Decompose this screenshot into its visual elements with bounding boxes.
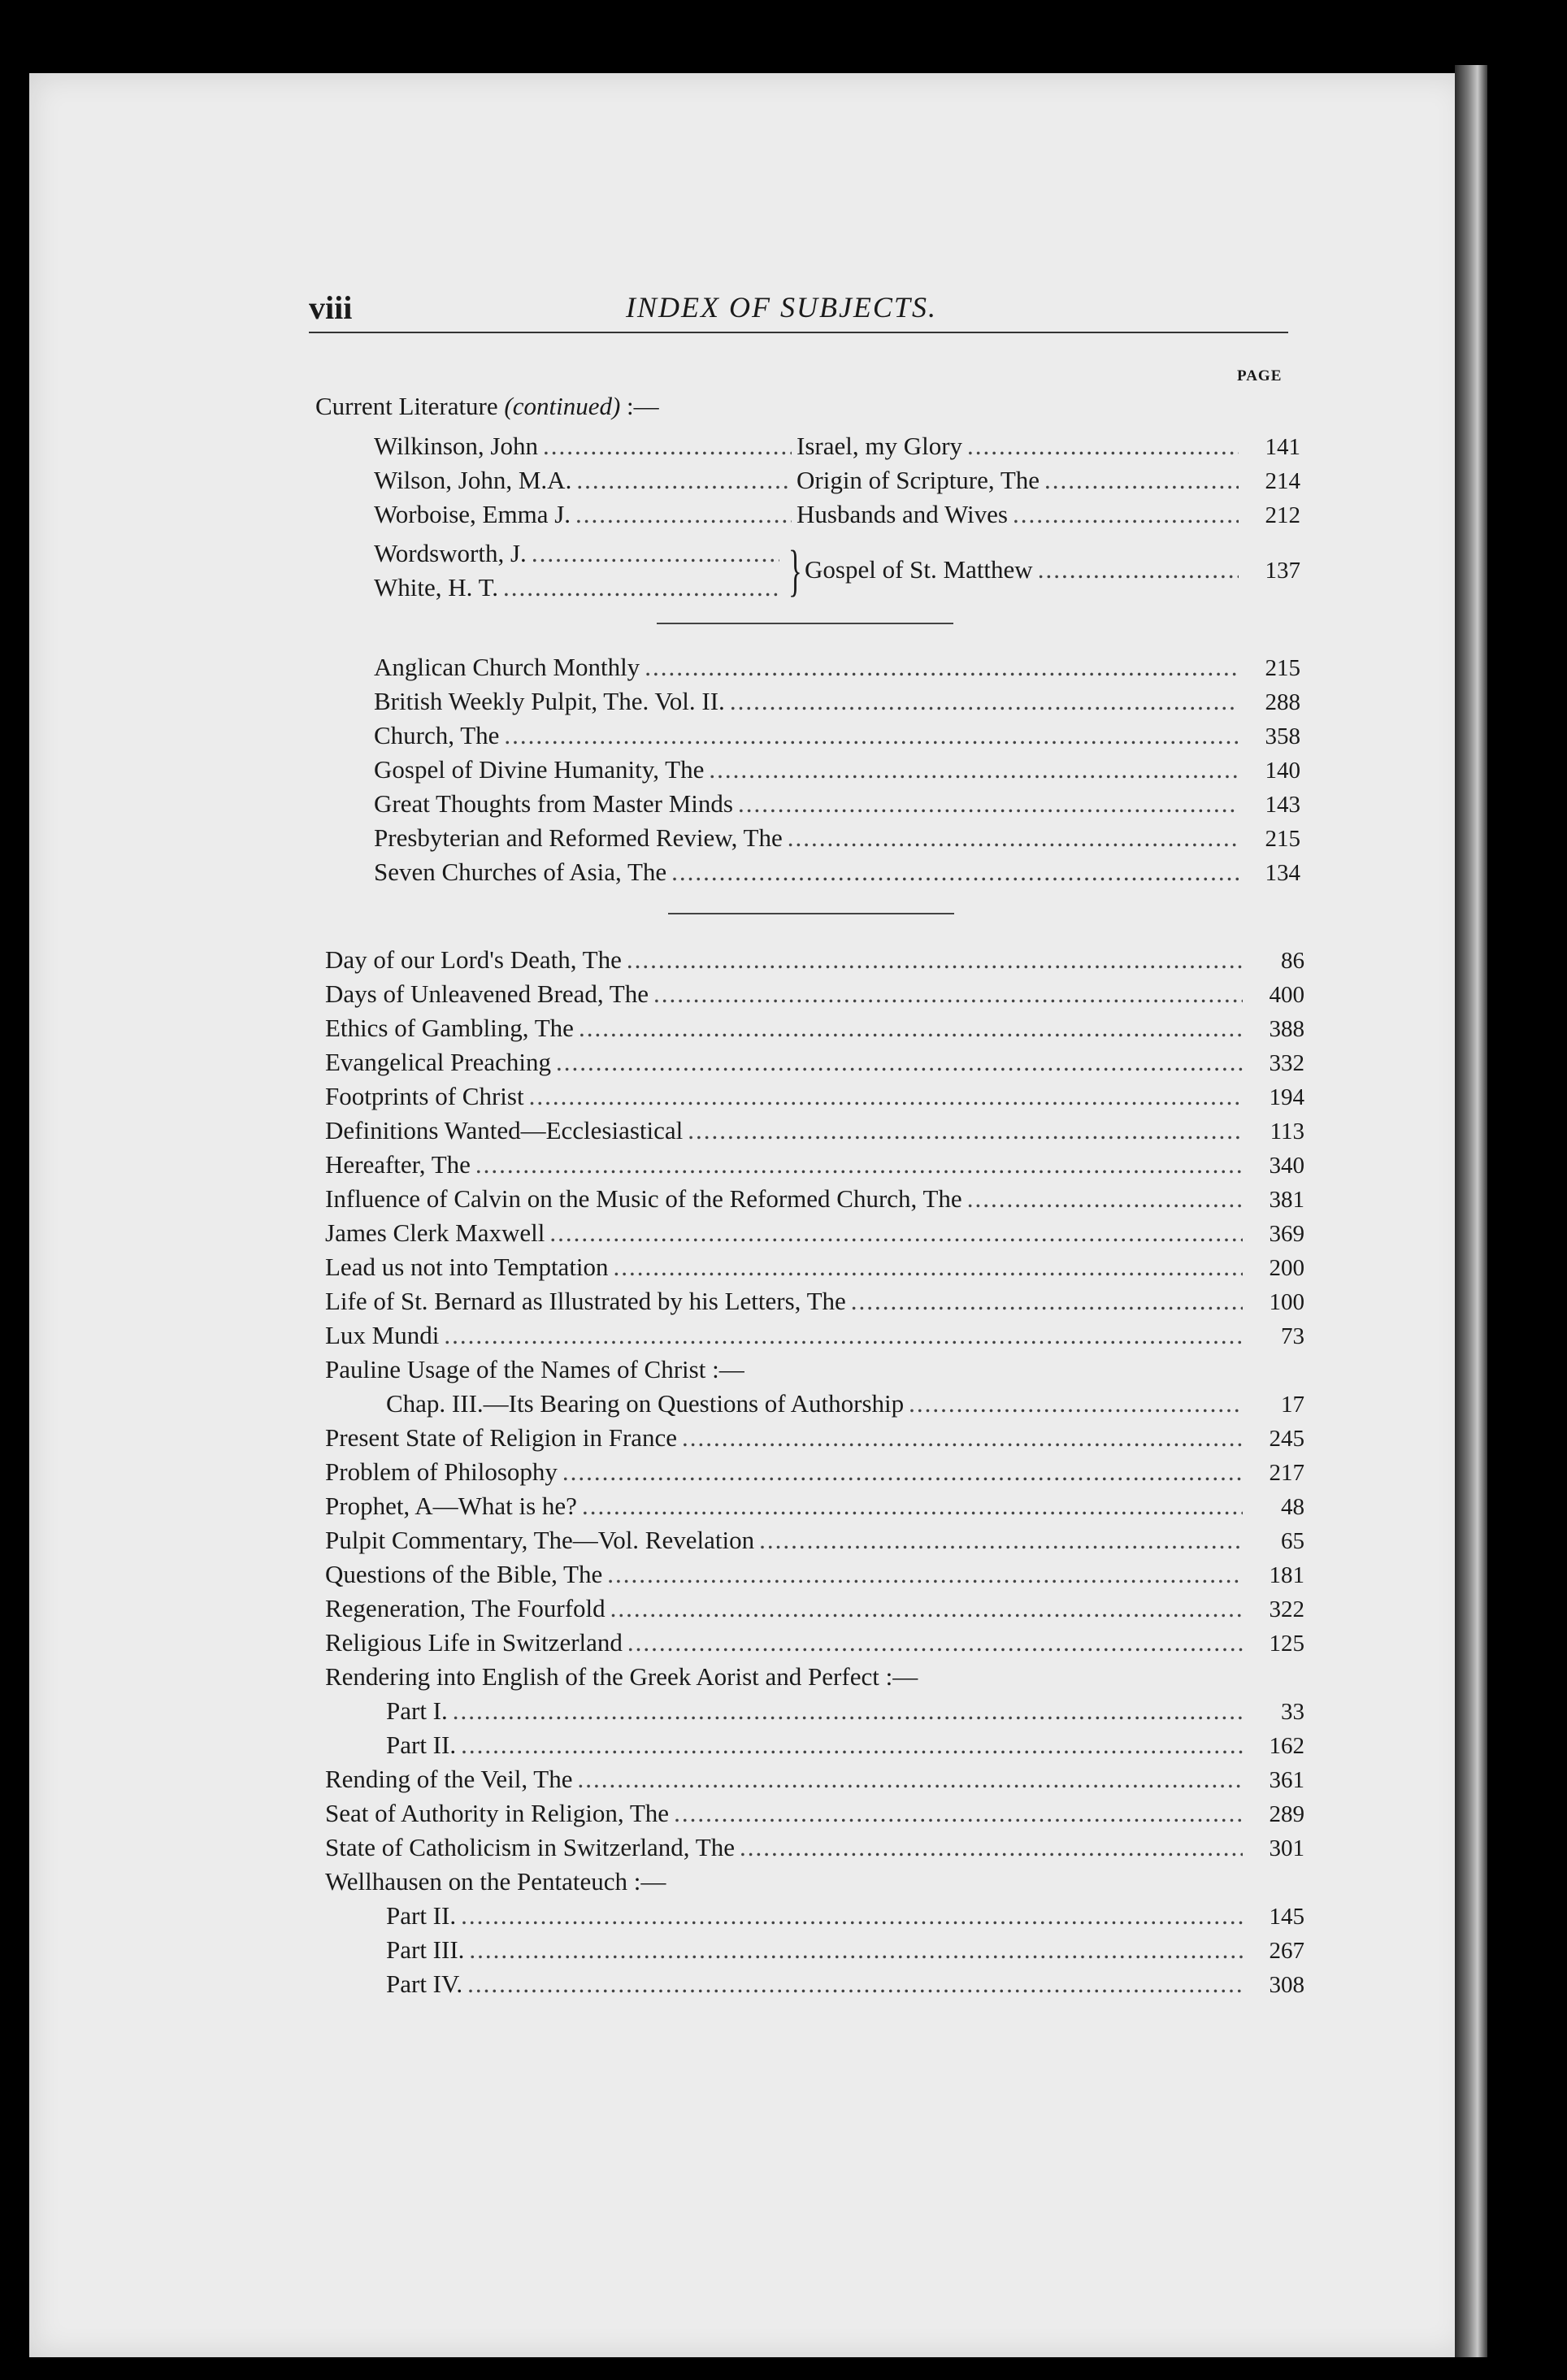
leader-dots (556, 1045, 1243, 1079)
entry-title: Wellhausen on the Pentateuch :— (325, 1867, 666, 1896)
section-heading-suffix: (continued) (504, 392, 621, 420)
leader-dots (469, 1933, 1243, 1967)
entry-title: Day of our Lord's Death, The (325, 945, 622, 974)
entry-title: Influence of Calvin on the Music of the Reformed Church, The (325, 1184, 962, 1213)
entry-title: Hereafter, The (325, 1150, 471, 1179)
index-entry (325, 1865, 1304, 1899)
leader-dots (967, 1182, 1243, 1216)
page-edge (1455, 65, 1487, 2357)
entry-title: Problem of Philosophy (325, 1457, 558, 1486)
leader-dots (614, 1250, 1243, 1284)
entry-page: 162 (1269, 1733, 1304, 1759)
entry-title: Evangelical Preaching (325, 1048, 552, 1076)
magazine-list (374, 650, 1300, 889)
review-entry (374, 429, 1300, 463)
leader-dots (610, 1592, 1243, 1626)
joint-author-1-row (374, 536, 784, 571)
entry-page: 181 (1269, 1562, 1304, 1588)
magazine-entry (374, 821, 1300, 855)
review-author-cell (374, 463, 797, 497)
entry-title: Footprints of Christ (325, 1082, 524, 1110)
magazine-entry (374, 650, 1300, 684)
entry-page: 301 (1269, 1835, 1304, 1861)
entry-title: Rendering into English of the Greek Aorist and Perfect :— (325, 1662, 918, 1691)
leader-dots (453, 1694, 1243, 1728)
leader-dots (759, 1523, 1243, 1557)
leader-dots (576, 463, 792, 497)
section-heading-text: Current Literature (315, 392, 498, 420)
entry-title: Part II. (386, 1731, 457, 1759)
review-title: Origin of Scripture, The (797, 466, 1040, 494)
index-entry (325, 943, 1304, 977)
leader-dots (607, 1557, 1243, 1592)
entry-title: Days of Unleavened Bread, The (325, 979, 649, 1008)
index-entry (325, 1455, 1304, 1489)
leader-dots (740, 1831, 1243, 1865)
index-entry (325, 1489, 1304, 1523)
leader-dots (444, 1318, 1243, 1353)
entry-page: 65 (1281, 1528, 1304, 1554)
entry-title: Part IV. (386, 1970, 463, 1998)
entry-title: Rending of the Veil, The (325, 1765, 573, 1793)
entry-page: 267 (1269, 1938, 1304, 1964)
entry-title: Pauline Usage of the Names of Christ :— (325, 1355, 744, 1383)
page-column-label: PAGE (1237, 367, 1283, 384)
subject-list (325, 943, 1304, 2001)
index-entry (325, 1079, 1304, 1114)
index-entry (325, 1045, 1304, 1079)
leader-dots (671, 855, 1239, 889)
entry-title: State of Catholicism in Switzerland, The (325, 1833, 735, 1861)
review-list (374, 429, 1300, 532)
leader-dots (532, 536, 779, 571)
index-entry (325, 1353, 1304, 1387)
leader-dots (738, 787, 1239, 821)
leader-dots (1044, 463, 1239, 497)
entry-page: 113 (1270, 1118, 1304, 1144)
section-heading-tail: :— (627, 392, 659, 420)
entry-page: 194 (1269, 1084, 1304, 1110)
entry-page: 17 (1281, 1392, 1304, 1418)
entry-page: 358 (1265, 723, 1300, 749)
leader-dots (578, 1762, 1243, 1796)
page-header (309, 289, 1284, 329)
leader-dots (504, 719, 1239, 753)
entry-page: 134 (1265, 860, 1300, 886)
brace-glyph: } (788, 540, 802, 602)
entry-title: James Clerk Maxwell (325, 1218, 545, 1247)
entry-title: British Weekly Pulpit, The. Vol. II. (374, 687, 725, 715)
leader-dots (1013, 497, 1239, 532)
joint-review-title-row (805, 553, 1300, 587)
index-entry (325, 1796, 1304, 1831)
entry-title: Seven Churches of Asia, The (374, 858, 667, 886)
entry-page: 143 (1265, 792, 1300, 818)
index-entry (325, 1216, 1304, 1250)
index-entry (325, 1523, 1304, 1557)
entry-title: Lux Mundi (325, 1321, 440, 1349)
entry-page: 217 (1269, 1460, 1304, 1486)
entry-title: Part I. (386, 1696, 448, 1725)
magazine-entry (374, 719, 1300, 753)
entry-page: 388 (1269, 1016, 1304, 1042)
entry-page: 215 (1265, 826, 1300, 852)
entry-page: 200 (1269, 1255, 1304, 1281)
entry-title: Religious Life in Switzerland (325, 1628, 623, 1657)
leader-dots (674, 1796, 1243, 1831)
joint-review-title: Gospel of St. Matthew (805, 555, 1033, 584)
entry-page: 73 (1281, 1323, 1304, 1349)
leader-dots (1038, 553, 1239, 587)
index-entry (325, 1250, 1304, 1284)
entry-page: 145 (1269, 1904, 1304, 1930)
index-entry (325, 1831, 1304, 1865)
review-title: Husbands and Wives (797, 500, 1008, 528)
leader-dots (475, 1148, 1243, 1182)
index-entry (325, 1182, 1304, 1216)
entry-page: 322 (1269, 1596, 1304, 1622)
leader-dots (562, 1455, 1243, 1489)
review-page: 141 (1265, 434, 1300, 460)
joint-author-1: Wordsworth, J. (374, 539, 527, 567)
section-divider (668, 913, 954, 914)
entry-page: 332 (1269, 1050, 1304, 1076)
entry-page: 361 (1269, 1767, 1304, 1793)
section-divider (657, 623, 953, 624)
folio: viii (309, 289, 353, 326)
entry-title: Pulpit Commentary, The—Vol. Revelation (325, 1526, 755, 1554)
leader-dots (967, 429, 1239, 463)
joint-review (374, 536, 1300, 606)
index-subentry (325, 1899, 1304, 1933)
review-page: 212 (1265, 502, 1300, 528)
index-entry (325, 977, 1304, 1011)
magazine-entry (374, 855, 1300, 889)
entry-title: Gospel of Divine Humanity, The (374, 755, 705, 784)
magazine-entry (374, 684, 1300, 719)
review-author: Wilkinson, John (374, 432, 538, 460)
leader-dots (682, 1421, 1243, 1455)
leader-dots (653, 977, 1243, 1011)
index-subentry (325, 1694, 1304, 1728)
entry-title: Chap. III.—Its Bearing on Questions of Authorship (386, 1389, 905, 1418)
leader-dots (788, 821, 1239, 855)
review-author-cell (374, 497, 797, 532)
leader-dots (461, 1728, 1243, 1762)
index-entry (325, 1660, 1304, 1694)
section-heading (315, 392, 659, 421)
index-entry (325, 1011, 1304, 1045)
entry-page: 140 (1265, 758, 1300, 784)
entry-page: 86 (1281, 948, 1304, 974)
entry-title: Ethics of Gambling, The (325, 1014, 574, 1042)
entry-title: Present State of Religion in France (325, 1423, 678, 1452)
leader-dots (688, 1114, 1243, 1148)
review-author-cell (374, 429, 797, 463)
leader-dots (909, 1387, 1243, 1421)
entry-title: Church, The (374, 721, 500, 749)
entry-title: Anglican Church Monthly (374, 653, 640, 681)
index-subentry (325, 1387, 1304, 1421)
entry-page: 288 (1265, 689, 1300, 715)
review-entry (374, 463, 1300, 497)
entry-title: Life of St. Bernard as Illustrated by his Letters, The (325, 1287, 846, 1315)
magazine-entry (374, 753, 1300, 787)
magazine-entry (374, 787, 1300, 821)
index-entry (325, 1421, 1304, 1455)
review-title: Israel, my Glory (797, 432, 963, 460)
index-subentry (325, 1728, 1304, 1762)
entry-page: 289 (1269, 1801, 1304, 1827)
entry-page: 33 (1281, 1699, 1304, 1725)
leader-dots (645, 650, 1239, 684)
index-entry (325, 1284, 1304, 1318)
entry-title: Lead us not into Temptation (325, 1253, 609, 1281)
leader-dots (730, 684, 1239, 719)
leader-dots (627, 1626, 1243, 1660)
entry-title: Regeneration, The Fourfold (325, 1594, 606, 1622)
index-entry (325, 1762, 1304, 1796)
entry-title: Prophet, A—What is he? (325, 1492, 577, 1520)
leader-dots (579, 1011, 1243, 1045)
leader-dots (575, 497, 792, 532)
leader-dots (582, 1489, 1243, 1523)
index-entry (325, 1592, 1304, 1626)
entry-title: Definitions Wanted—Ecclesiastical (325, 1116, 684, 1144)
index-entry (325, 1318, 1304, 1353)
entry-page: 125 (1269, 1631, 1304, 1657)
entry-title: Part III. (386, 1935, 465, 1964)
leader-dots (529, 1079, 1243, 1114)
entry-page: 400 (1269, 982, 1304, 1008)
leader-dots (549, 1216, 1243, 1250)
review-entry (374, 497, 1300, 532)
entry-title: Great Thoughts from Master Minds (374, 789, 733, 818)
entry-title: Presbyterian and Reformed Review, The (374, 823, 783, 852)
entry-page: 369 (1269, 1221, 1304, 1247)
leader-dots (709, 753, 1239, 787)
leader-dots (627, 943, 1243, 977)
running-title: INDEX OF SUBJECTS. (626, 291, 937, 324)
entry-title: Part II. (386, 1901, 457, 1930)
entry-page: 100 (1269, 1289, 1304, 1315)
header-rule (309, 332, 1288, 333)
entry-title: Seat of Authority in Religion, The (325, 1799, 670, 1827)
joint-author-2: White, H. T. (374, 573, 498, 602)
joint-review-page: 137 (1265, 558, 1300, 584)
index-entry (325, 1148, 1304, 1182)
leader-dots (467, 1967, 1243, 2001)
review-page: 214 (1265, 468, 1300, 494)
index-entry (325, 1626, 1304, 1660)
entry-page: 215 (1265, 655, 1300, 681)
entry-page: 245 (1269, 1426, 1304, 1452)
review-author: Worboise, Emma J. (374, 500, 571, 528)
index-subentry (325, 1967, 1304, 2001)
leader-dots (461, 1899, 1243, 1933)
leader-dots (543, 429, 792, 463)
entry-page: 48 (1281, 1494, 1304, 1520)
entry-page: 308 (1269, 1972, 1304, 1998)
joint-author-2-row (374, 571, 784, 605)
leader-dots (851, 1284, 1243, 1318)
index-entry (325, 1557, 1304, 1592)
leader-dots (503, 571, 779, 605)
entry-page: 381 (1269, 1187, 1304, 1213)
entry-title: Questions of the Bible, The (325, 1560, 603, 1588)
entry-page: 340 (1269, 1153, 1304, 1179)
review-author: Wilson, John, M.A. (374, 466, 572, 494)
index-subentry (325, 1933, 1304, 1967)
index-entry (325, 1114, 1304, 1148)
